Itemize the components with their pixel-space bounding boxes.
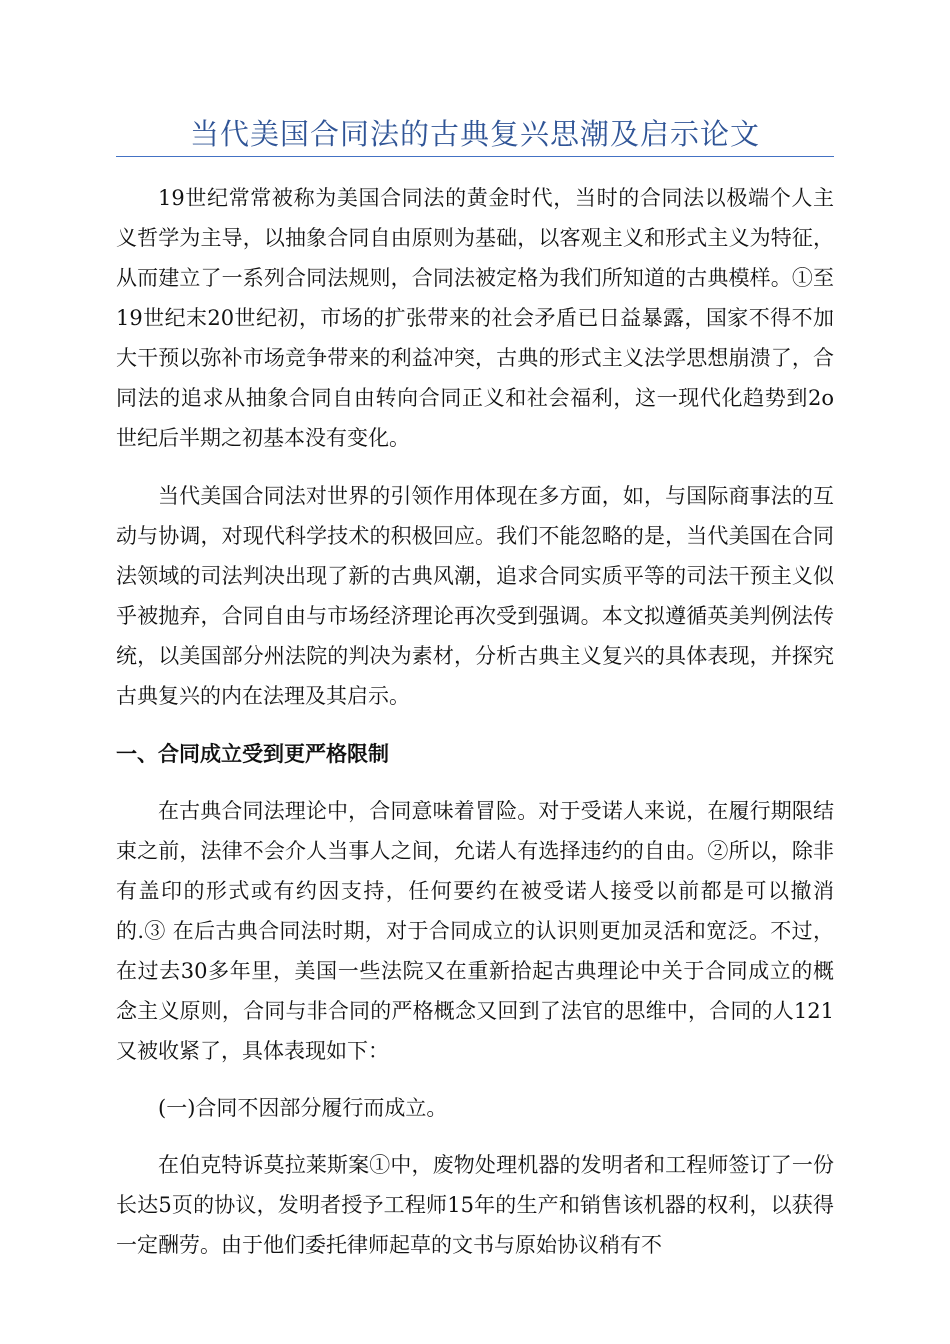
section-paragraph-1: 在古典合同法理论中，合同意味着冒险。对于受诺人来说，在履行期限结束之前，法律不会介人当事人之间，允诺人有选择违约的自由。②所以，除非有盖印的形式或有约因支持，任何要约在被受诺人接受以前都是可以撤消的.③ 在后古典合同法时期，对于合同成立的认识则更加灵活和宽泛。不过，在过去30多年里，美国一些法院又在重新拾起古典理论中关于合同成立的概念主义原则，合同与非合同的严格概念又回到了法官的思维中，合同的人121又被收紧了，具体表现如下： [116,799,834,1063]
section-heading: 一、合同成立受到更严格限制 [116,742,389,766]
intro-paragraph-2: 当代美国合同法对世界的引领作用体现在多方面，如，与国际商事法的互动与协调，对现代科学技术的积极回应。我们不能忽略的是，当代美国在合同法领域的司法判决出现了新的古典风潮，追求合同实质平等的司法干预主义似乎被抛弃，合同自由与市场经济理论再次受到强调。本文拟遵循英美判例法传统，以美国部分州法院的判决为素材，分析古典主义复兴的具体表现，并探究古典复兴的内在法理及其启示。 [116,484,834,708]
document-body [116,178,834,1265]
subsection-heading: (一)合同不因部分履行而成立。 [158,1096,448,1120]
document-title: 当代美国合同法的古典复兴思潮及启示论文 [189,117,760,151]
section-paragraph-2: 在伯克特诉莫拉莱斯案①中，废物处理机器的发明者和工程师签订了一份长达5页的协议，发明者授予工程师15年的生产和销售该机器的权利，以获得一定酬劳。由于他们委托律师起草的文书与原始协议稍有不 [116,1153,834,1257]
title-underline [116,156,834,157]
intro-paragraph-1: 19世纪常常被称为美国合同法的黄金时代，当时的合同法以极端个人主义哲学为主导，以抽象合同自由原则为基础，以客观主义和形式主义为特征，从而建立了一系列合同法规则，合同法被定格为我们所知道的古典模样。①至19世纪末20世纪初，市场的扩张带来的社会矛盾已日益暴露，国家不得不加大干预以弥补市场竞争带来的利益冲突，古典的形式主义法学思想崩溃了，合同法的追求从抽象合同自由转向合同正义和社会福利，这一现代化趋势到2o世纪后半期之初基本没有变化。 [116,186,834,450]
